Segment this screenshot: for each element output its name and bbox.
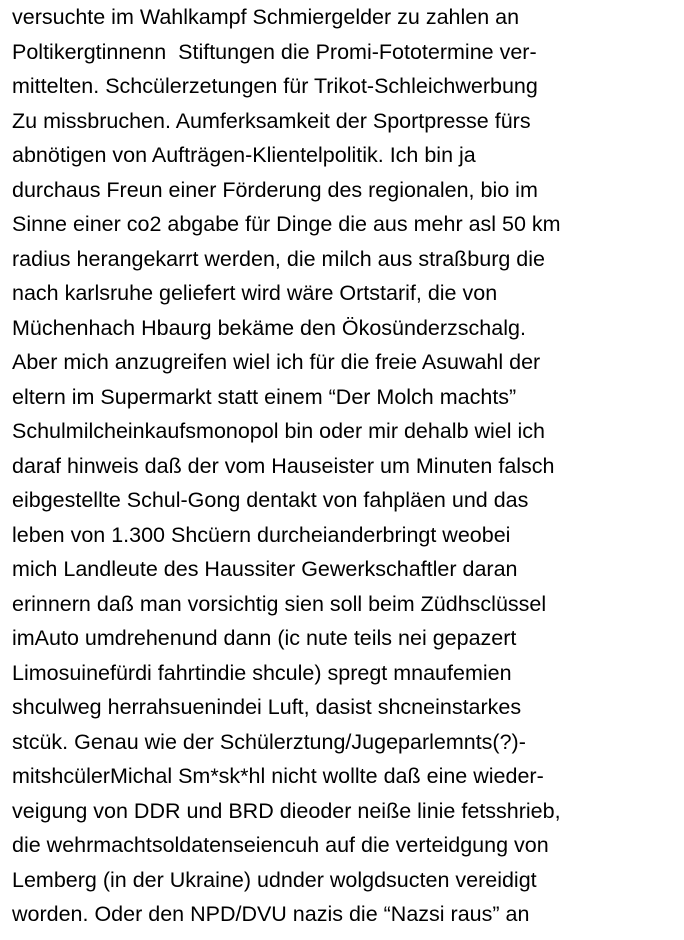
text-line: durchaus Freun einer Förderung des regionalen, bio im (12, 177, 538, 202)
text-line: versuchte im Wahlkampf Schmiergelder zu zahlen an (12, 5, 520, 29)
text-line: radius herangekarrt werden, die milch aus straßburg die (12, 246, 545, 271)
text-line: mittelten. Schcülerzetungen für Trikot-Schleichwerbung (12, 74, 538, 98)
text-line: Zu missbruchen. Aumferksamkeit der Sportpresse fürs (12, 108, 531, 133)
text-line: shculweg herrahsuenindei Luft, dasist shcneinstarkes (12, 695, 522, 719)
text-line: leben von 1.300 Shcüern durcheianderbringt weobei (12, 522, 511, 547)
text-line: nach karlsruhe geliefert wird wäre Ortstarif, die von (12, 281, 498, 305)
text-line: Müchenhach Hbaurg bekäme den Ökosünderzschalg. (12, 315, 526, 340)
text-line: Schulmilcheinkaufsmonopol bin oder mir dehalb wiel ich (12, 419, 545, 443)
text-line: daraf hinweis daß der vom Hauseister um Minuten falsch (12, 453, 555, 478)
text-line: Aber mich anzugreifen wiel ich für die freie Asuwahl der (12, 350, 541, 374)
text-line: mitshcülerMichal Sm*sk*hl nicht wollte daß eine wieder- (12, 764, 544, 788)
text-line: stcük. Genau wie der Schülerztung/Jugeparlemnts(?)- (12, 729, 526, 754)
text-line: erinnern daß man vorsichtig sien soll beim Züdhsclüssel (12, 591, 547, 616)
text-line: Lemberg (in der Ukraine) udnder wolgdsucten vereidigt (12, 867, 537, 892)
text-line: veigung von DDR und BRD dieoder neiße linie fetsshrieb, (12, 798, 561, 823)
text-line: abnötigen von Aufträgen-Klientelpolitik. Ich bin ja (12, 143, 476, 167)
text-line: die wehrmachtsoldatenseiencuh auf die verteidgung von (12, 833, 549, 857)
text-line: imAuto umdrehenund dann (ic nute teils nei gepazert (12, 626, 517, 650)
text-line: eibgestellte Schul-Gong dentakt von fahpläen und das (12, 488, 529, 512)
text-line: eltern im Supermarkt statt einem “Der Molch machts” (12, 384, 517, 409)
text-line: mich Landleute des Haussiter Gewerkschaftler daran (12, 557, 518, 581)
text-line: Limosuinefürdi fahrtindie shcule) spregt mnaufemien (12, 660, 512, 685)
text-line: Poltikergtinnenn Stiftungen die Promi-Fototermine ver- (12, 39, 537, 64)
text-line: worden. Oder den NPD/DVU nazis die “Nazsi raus” an (12, 902, 530, 926)
text-line: Sinne einer co2 abgabe für Dinge die aus mehr asl 50 km (12, 212, 561, 236)
document-page (12, 0, 680, 940)
